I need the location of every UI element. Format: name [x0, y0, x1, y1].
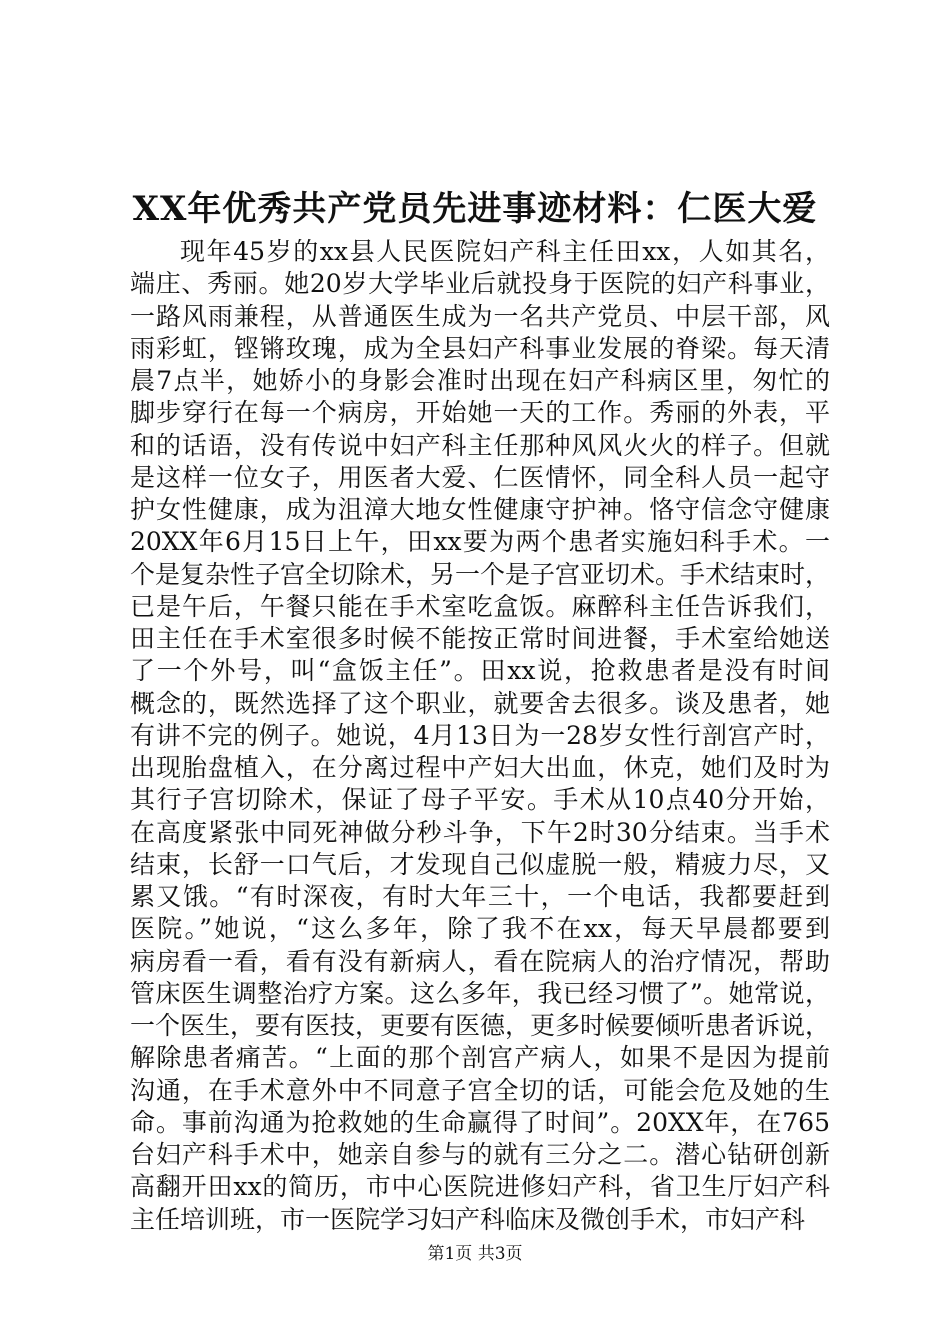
body-line: 医院。”她说，“这么多年，除了我不在xx，每天早晨都要到: [130, 914, 830, 944]
body-line: 台妇产科手术中，她亲自参与的就有三分之二。潜心钻研创新: [130, 1140, 830, 1169]
body-line: 是这样一位女子，用医者大爱、仁医情怀，同全科人员一起守: [130, 462, 830, 492]
body-line: 沟通，在手术意外中不同意子宫全切的话，可能会危及她的生: [130, 1075, 830, 1105]
document-title: XX年优秀共产党员先进事迹材料：仁医大爱: [132, 189, 818, 229]
body-line: 有讲不完的例子。她说，4月13日为一28岁女性行剖宫产时，: [130, 720, 830, 750]
body-line: 结束，长舒一口气后，才发现自己似虚脱一般，精疲力尽，又: [130, 849, 830, 879]
page-number: 第1页 共3页: [427, 1244, 523, 1264]
body-line: 出现胎盘植入，在分离过程中产妇大出血，休克，她们及时为: [130, 753, 830, 782]
body-line: 在高度紧张中同死神做分秒斗争，下午2时30分结束。当手术: [130, 817, 830, 847]
body-line: 现年45岁的xx县人民医院妇产科主任田xx，人如其名，: [180, 237, 830, 266]
body-line: 命。事前沟通为抢救她的生命赢得了时间”。20XX年，在765: [130, 1107, 830, 1137]
document-body: [130, 236, 830, 1236]
body-line: 端庄、秀丽。她20岁大学毕业后就投身于医院的妇产科事业，: [130, 269, 830, 299]
body-line: 概念的，既然选择了这个职业，就要舍去很多。谈及患者，她: [130, 688, 830, 718]
body-line: 病房看一看，看有没有新病人，看在院病人的治疗情况，帮助: [130, 946, 830, 976]
body-line: 和的话语，没有传说中妇产科主任那种风风火火的样子。但就: [130, 430, 830, 460]
body-line: 累又饿。“有时深夜，有时大年三十，一个电话，我都要赶到: [130, 882, 830, 911]
body-line: 20XX年6月15日上午，田xx要为两个患者实施妇科手术。一: [130, 527, 830, 557]
body-line: 其行子宫切除术，保证了母子平安。手术从10点40分开始，: [130, 785, 830, 815]
body-line: 脚步穿行在每一个病房，开始她一天的工作。秀丽的外表，平: [130, 398, 830, 428]
body-line: 一个医生，要有医技，更要有医德，更多时候要倾听患者诉说，: [130, 1011, 830, 1040]
body-line: 田主任在手术室很多时候不能按正常时间进餐，手术室给她送: [130, 624, 830, 653]
body-line: 个是复杂性子宫全切除术，另一个是子宫亚切术。手术结束时，: [130, 559, 830, 589]
body-line: 了一个外号，叫“盒饭主任”。田xx说，抢救患者是没有时间: [130, 656, 830, 686]
body-line: 解除患者痛苦。“上面的那个剖宫产病人，如果不是因为提前: [130, 1043, 830, 1073]
body-line: 主任培训班，市一医院学习妇产科临床及微创手术，市妇产科: [130, 1204, 806, 1234]
body-line: 护女性健康，成为沮漳大地女性健康守护神。恪守信念守健康: [130, 495, 830, 524]
body-line: 晨7点半，她娇小的身影会准时出现在妇产科病区里，匆忙的: [130, 366, 830, 395]
body-line: 已是午后，午餐只能在手术室吃盒饭。麻醉科主任告诉我们，: [130, 591, 830, 621]
body-line: 管床医生调整治疗方案。这么多年，我已经习惯了”。她常说，: [130, 978, 830, 1008]
body-line: 一路风雨兼程，从普通医生成为一名共产党员、中层干部，风: [130, 301, 830, 331]
body-line: 高翻开田xx的简历，市中心医院进修妇产科，省卫生厅妇产科: [130, 1172, 830, 1202]
body-line: 雨彩虹，铿锵玫瑰，成为全县妇产科事业发展的脊梁。每天清: [130, 333, 830, 363]
